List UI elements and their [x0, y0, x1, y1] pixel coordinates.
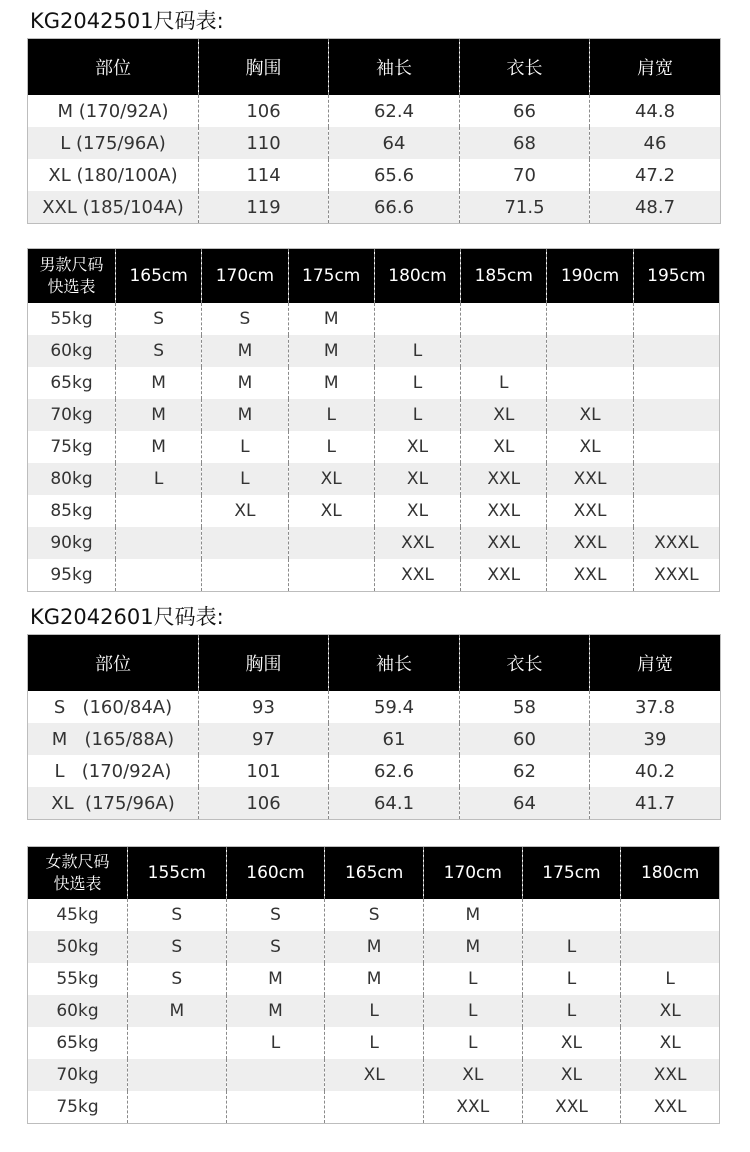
height-column-header: 170cm: [202, 249, 288, 304]
table-row: [28, 559, 720, 592]
measurement-cell: 62.4: [329, 95, 460, 127]
measurement-cell: 62.6: [329, 755, 460, 787]
table-row: [28, 995, 720, 1027]
size-cell: M: [202, 367, 288, 399]
table-row: [28, 723, 721, 755]
measurement-cell: 58: [460, 691, 590, 723]
size-label-cell: L (170/92A): [28, 755, 199, 787]
measurement-cell: 64: [460, 787, 590, 820]
size-cell: [226, 1091, 325, 1124]
size-cell: [288, 559, 374, 592]
size-cell: S: [325, 899, 424, 931]
size-cell: XXL: [374, 559, 460, 592]
table-row: [28, 755, 721, 787]
weight-label-cell: 65kg: [28, 367, 116, 399]
size-cell: XL: [621, 995, 720, 1027]
measurement-cell: 65.6: [329, 159, 460, 191]
height-column-header: 175cm: [288, 249, 374, 304]
size-cell: [633, 335, 719, 367]
height-column-header: 160cm: [226, 847, 325, 900]
size-cell: XXL: [547, 495, 633, 527]
weight-label-cell: 75kg: [28, 431, 116, 463]
height-column-header: 155cm: [128, 847, 227, 900]
size-cell: L: [288, 399, 374, 431]
table-row: [28, 495, 720, 527]
size-cell: XXL: [423, 1091, 522, 1124]
size-cell: M: [325, 963, 424, 995]
weight-label-cell: 70kg: [28, 1059, 128, 1091]
size-cell: L: [325, 995, 424, 1027]
size-cell: L: [374, 367, 460, 399]
size-cell: XXL: [547, 463, 633, 495]
measurement-cell: 40.2: [590, 755, 721, 787]
size-cell: XL: [374, 431, 460, 463]
size-cell: XL: [288, 463, 374, 495]
size-cell: S: [116, 303, 202, 335]
size-cell: [128, 1027, 227, 1059]
table-row: [28, 367, 720, 399]
size-cell: M: [423, 899, 522, 931]
size-cell: XL: [325, 1059, 424, 1091]
table-row: [28, 127, 721, 159]
table-row: [28, 399, 720, 431]
size-cell: [288, 527, 374, 559]
size-cell: [633, 463, 719, 495]
corner-header-line: 女款尺码: [45, 852, 110, 871]
table-row: [28, 159, 721, 191]
measurement-cell: 110: [199, 127, 329, 159]
table-row: [28, 303, 720, 335]
size-cell: XL: [202, 495, 288, 527]
measurement-cell: 64.1: [329, 787, 460, 820]
column-header: 胸围: [199, 39, 329, 96]
size-cell: [547, 303, 633, 335]
measurement-cell: 70: [460, 159, 590, 191]
size-cell: L: [226, 1027, 325, 1059]
size-cell: L: [522, 995, 621, 1027]
size-cell: XXL: [461, 495, 547, 527]
size-label-cell: S (160/84A): [28, 691, 199, 723]
size-cell: [325, 1091, 424, 1124]
size-cell: [522, 899, 621, 931]
weight-label-cell: 85kg: [28, 495, 116, 527]
table-row: [28, 95, 721, 127]
size-cell: XL: [621, 1027, 720, 1059]
measurement-cell: 41.7: [590, 787, 721, 820]
women-spec-title: KG2042601尺码表:: [30, 605, 224, 629]
weight-label-cell: 55kg: [28, 303, 116, 335]
table-row: [28, 963, 720, 995]
measurement-cell: 37.8: [590, 691, 721, 723]
size-cell: L: [374, 399, 460, 431]
measurement-cell: 68: [460, 127, 590, 159]
weight-label-cell: 55kg: [28, 963, 128, 995]
size-cell: M: [116, 431, 202, 463]
measurement-cell: 66: [460, 95, 590, 127]
men-quick-table: [27, 248, 720, 592]
size-label-cell: L (175/96A): [28, 127, 199, 159]
size-cell: [621, 899, 720, 931]
size-cell: XXXL: [633, 559, 719, 592]
measurement-cell: 39: [590, 723, 721, 755]
weight-label-cell: 70kg: [28, 399, 116, 431]
size-cell: M: [116, 367, 202, 399]
table-row: [28, 463, 720, 495]
size-cell: XXL: [621, 1091, 720, 1124]
weight-label-cell: 75kg: [28, 1091, 128, 1124]
size-label-cell: M (170/92A): [28, 95, 199, 127]
size-cell: L: [288, 431, 374, 463]
size-cell: XL: [522, 1027, 621, 1059]
table-row: [28, 1027, 720, 1059]
size-cell: [621, 931, 720, 963]
size-cell: XXL: [547, 559, 633, 592]
size-cell: M: [288, 335, 374, 367]
size-cell: M: [202, 335, 288, 367]
size-cell: XXL: [461, 463, 547, 495]
spec-header-row: [28, 635, 721, 692]
measurement-cell: 48.7: [590, 191, 721, 224]
measurement-cell: 114: [199, 159, 329, 191]
corner-header-line: 男款尺码: [39, 255, 104, 274]
size-cell: [116, 559, 202, 592]
size-cell: M: [128, 995, 227, 1027]
size-cell: [202, 527, 288, 559]
size-cell: [116, 495, 202, 527]
size-cell: L: [621, 963, 720, 995]
column-header: 部位: [28, 635, 199, 692]
size-cell: [116, 527, 202, 559]
size-cell: XL: [547, 399, 633, 431]
size-cell: L: [423, 995, 522, 1027]
size-label-cell: XL (180/100A): [28, 159, 199, 191]
size-cell: L: [202, 431, 288, 463]
measurement-cell: 101: [199, 755, 329, 787]
size-cell: M: [288, 367, 374, 399]
column-header: 袖长: [329, 635, 460, 692]
weight-label-cell: 95kg: [28, 559, 116, 592]
measurement-cell: 66.6: [329, 191, 460, 224]
size-cell: S: [128, 931, 227, 963]
size-cell: XXL: [547, 527, 633, 559]
height-column-header: 190cm: [547, 249, 633, 304]
size-cell: M: [423, 931, 522, 963]
size-cell: M: [202, 399, 288, 431]
height-column-header: 180cm: [621, 847, 720, 900]
size-cell: L: [522, 963, 621, 995]
corner-header: [28, 847, 128, 900]
size-cell: XXL: [522, 1091, 621, 1124]
size-cell: [547, 335, 633, 367]
column-header: 袖长: [329, 39, 460, 96]
measurement-cell: 46: [590, 127, 721, 159]
size-label-cell: XXL (185/104A): [28, 191, 199, 224]
height-column-header: 195cm: [633, 249, 719, 304]
weight-label-cell: 80kg: [28, 463, 116, 495]
weight-label-cell: 60kg: [28, 335, 116, 367]
measurement-cell: 97: [199, 723, 329, 755]
size-cell: [633, 303, 719, 335]
size-cell: XL: [423, 1059, 522, 1091]
corner-header: [28, 249, 116, 304]
quick-header-row: [28, 249, 720, 304]
size-cell: L: [423, 1027, 522, 1059]
men-spec-title: KG2042501尺码表:: [30, 9, 224, 33]
size-cell: XL: [522, 1059, 621, 1091]
spec-header-row: [28, 39, 721, 96]
table-row: [28, 1059, 720, 1091]
measurement-cell: 62: [460, 755, 590, 787]
column-header: 胸围: [199, 635, 329, 692]
size-cell: M: [226, 963, 325, 995]
size-cell: XL: [461, 399, 547, 431]
size-cell: XL: [461, 431, 547, 463]
table-row: [28, 527, 720, 559]
size-cell: [202, 559, 288, 592]
size-cell: [633, 367, 719, 399]
size-cell: M: [288, 303, 374, 335]
size-cell: M: [116, 399, 202, 431]
size-cell: [633, 399, 719, 431]
table-row: [28, 431, 720, 463]
size-cell: XL: [547, 431, 633, 463]
size-cell: [633, 495, 719, 527]
size-cell: XXL: [374, 527, 460, 559]
size-label-cell: M (165/88A): [28, 723, 199, 755]
measurement-cell: 119: [199, 191, 329, 224]
size-cell: XXL: [461, 527, 547, 559]
measurement-cell: 60: [460, 723, 590, 755]
size-cell: XXL: [621, 1059, 720, 1091]
corner-header-line: 快选表: [53, 874, 102, 893]
size-cell: [547, 367, 633, 399]
table-row: [28, 335, 720, 367]
quick-header-row: [28, 847, 720, 900]
size-cell: L: [374, 335, 460, 367]
size-cell: XL: [374, 463, 460, 495]
table-row: [28, 691, 721, 723]
women-spec-table: [27, 634, 721, 820]
column-header: 肩宽: [590, 39, 721, 96]
size-cell: [128, 1059, 227, 1091]
measurement-cell: 61: [329, 723, 460, 755]
measurement-cell: 106: [199, 95, 329, 127]
measurement-cell: 106: [199, 787, 329, 820]
weight-label-cell: 45kg: [28, 899, 128, 931]
size-cell: L: [423, 963, 522, 995]
size-cell: XL: [288, 495, 374, 527]
weight-label-cell: 50kg: [28, 931, 128, 963]
size-cell: [461, 335, 547, 367]
table-row: [28, 899, 720, 931]
size-cell: [226, 1059, 325, 1091]
corner-header-line: 快选表: [47, 277, 96, 296]
size-cell: S: [202, 303, 288, 335]
weight-label-cell: 65kg: [28, 1027, 128, 1059]
column-header: 衣长: [460, 635, 590, 692]
weight-label-cell: 90kg: [28, 527, 116, 559]
height-column-header: 165cm: [116, 249, 202, 304]
size-cell: L: [461, 367, 547, 399]
size-cell: [374, 303, 460, 335]
column-header: 衣长: [460, 39, 590, 96]
table-row: [28, 1091, 720, 1124]
size-cell: XXL: [461, 559, 547, 592]
size-label-cell: XL (175/96A): [28, 787, 199, 820]
measurement-cell: 64: [329, 127, 460, 159]
size-cell: L: [522, 931, 621, 963]
height-column-header: 185cm: [461, 249, 547, 304]
height-column-header: 165cm: [325, 847, 424, 900]
size-cell: L: [325, 1027, 424, 1059]
size-cell: S: [116, 335, 202, 367]
size-cell: [128, 1091, 227, 1124]
table-row: [28, 787, 721, 820]
size-cell: [633, 431, 719, 463]
measurement-cell: 44.8: [590, 95, 721, 127]
column-header: 肩宽: [590, 635, 721, 692]
measurement-cell: 71.5: [460, 191, 590, 224]
size-cell: S: [226, 931, 325, 963]
column-header: 部位: [28, 39, 199, 96]
measurement-cell: 47.2: [590, 159, 721, 191]
size-cell: XL: [374, 495, 460, 527]
men-spec-table: [27, 38, 721, 224]
measurement-cell: 93: [199, 691, 329, 723]
women-quick-table: [27, 846, 720, 1124]
table-row: [28, 191, 721, 224]
height-column-header: 175cm: [522, 847, 621, 900]
size-cell: L: [202, 463, 288, 495]
table-row: [28, 931, 720, 963]
size-cell: S: [128, 899, 227, 931]
size-cell: XXXL: [633, 527, 719, 559]
height-column-header: 170cm: [423, 847, 522, 900]
size-cell: S: [128, 963, 227, 995]
measurement-cell: 59.4: [329, 691, 460, 723]
size-cell: L: [116, 463, 202, 495]
size-cell: M: [226, 995, 325, 1027]
weight-label-cell: 60kg: [28, 995, 128, 1027]
size-cell: [461, 303, 547, 335]
size-cell: M: [325, 931, 424, 963]
size-cell: S: [226, 899, 325, 931]
height-column-header: 180cm: [374, 249, 460, 304]
